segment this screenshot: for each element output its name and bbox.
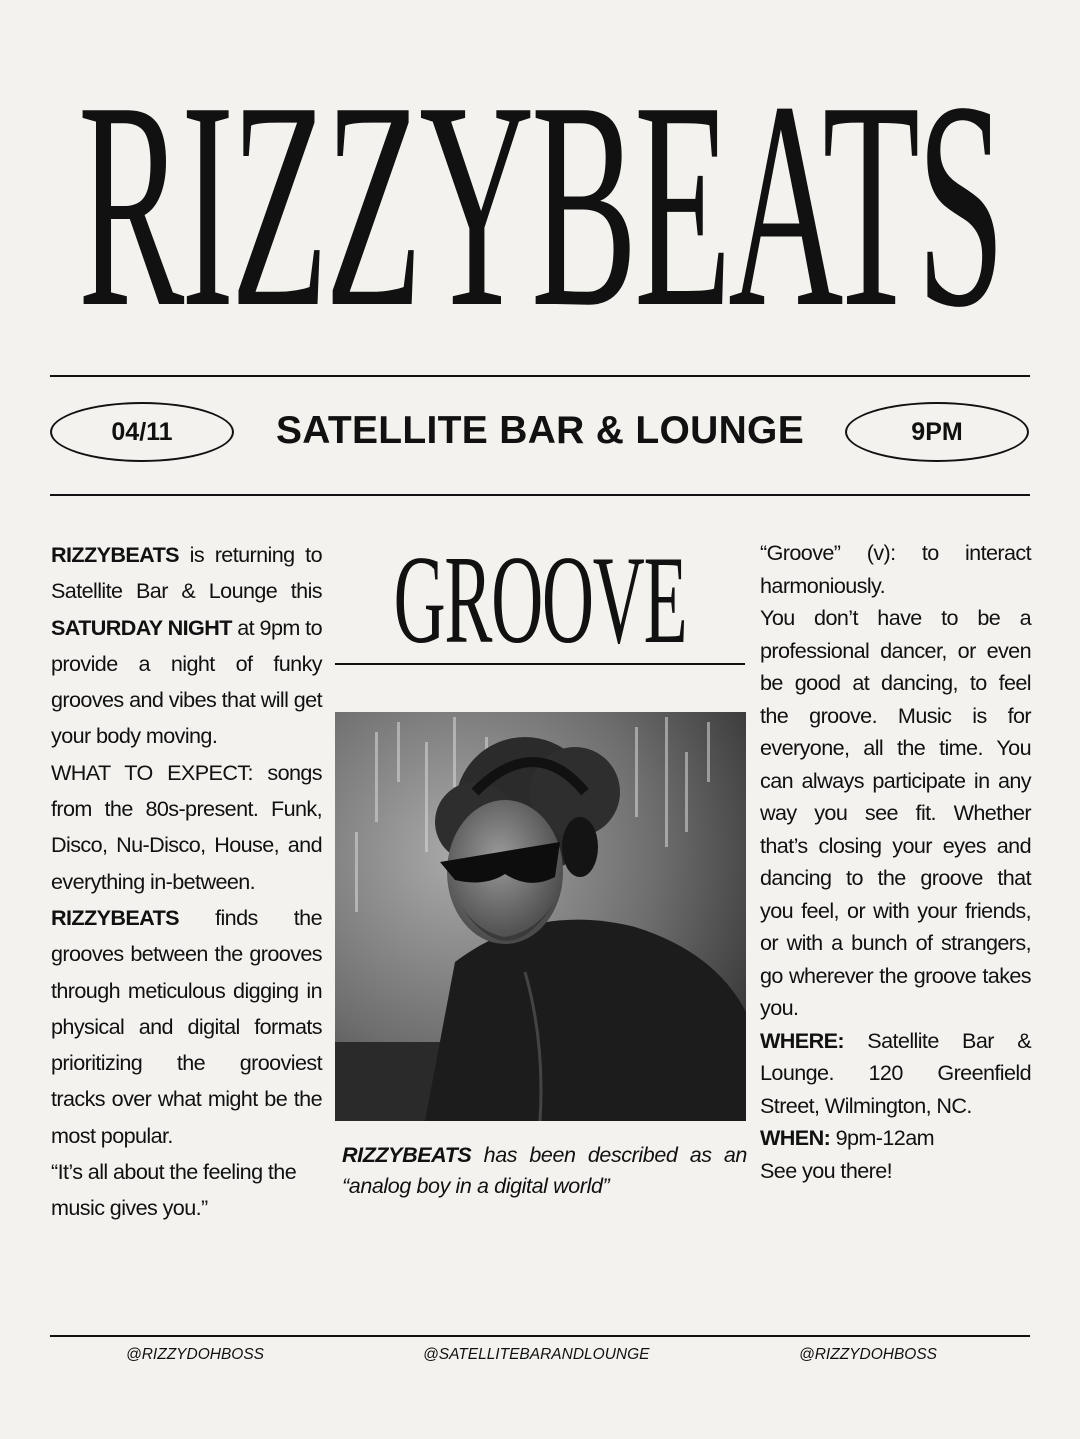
groove-heading <box>335 540 745 660</box>
digging-text: finds the grooves between the grooves through meticulous digging in physical and digital formats prioritizing the grooviest tracks over what might be the most popular. <box>51 904 322 1148</box>
artist-name-2: RIZZYBEATS <box>51 904 179 930</box>
dj-photo <box>335 712 746 1121</box>
right-column <box>760 537 1031 1187</box>
divider-middle <box>50 494 1030 496</box>
date-badge <box>50 402 234 462</box>
footer-handle-center[interactable]: @SATELLITEBARANDLOUNGE <box>423 1346 650 1363</box>
where-label: WHERE: <box>760 1027 844 1053</box>
closing-line: See you there! <box>760 1157 893 1183</box>
when-label: WHEN: <box>760 1125 831 1150</box>
quote-paragraph: “It’s all about the feeling the music gives you.” <box>51 1159 297 1221</box>
photo-caption <box>342 1140 747 1202</box>
intro-paragraph <box>51 537 322 755</box>
intro-text-b: at 9pm to provide a night of funky grooves and vibes that will get your body moving. <box>51 614 322 749</box>
groove-heading-text: GROOVE <box>393 540 687 660</box>
venue-title: SATELLITE BAR & LOUNGE <box>275 409 805 452</box>
masthead-title <box>50 70 1030 340</box>
caption-text: has been described as an “analog boy in a digital world” <box>342 1143 747 1198</box>
footer-handle-right[interactable]: @RIZZYDOHBOSS <box>799 1346 938 1363</box>
groove-paragraph: You don’t have to be a professional dancer, or even be good at dancing, to feel the groove. Music is for everyone, all the time. You can always participate in any way you see fit. Whether that’s closing your eyes and dancing to the groove that you feel, or with your friends, or with a bunch of strangers, go wherever the groove takes you. <box>760 605 1031 1020</box>
time-text: 9PM <box>911 417 963 446</box>
footer-handle-left[interactable]: @RIZZYDOHBOSS <box>126 1346 265 1363</box>
saturday-night: SATURDAY NIGHT <box>51 614 232 640</box>
left-column <box>51 537 322 1227</box>
caption-artist-name: RIZZYBEATS <box>342 1143 472 1167</box>
when-text: 9pm-12am <box>830 1125 934 1150</box>
where-text: Satellite Bar & Lounge. 120 Greenfield Street, Wilmington, NC. <box>760 1027 1031 1118</box>
divider-bottom <box>50 1335 1030 1337</box>
date-text: 04/11 <box>111 417 173 446</box>
digging-paragraph <box>51 900 322 1154</box>
when-paragraph <box>760 1122 1031 1155</box>
divider-top <box>50 375 1030 377</box>
time-badge <box>845 402 1029 462</box>
groove-underline <box>335 663 745 665</box>
definition-paragraph: “Groove” (v): to interact harmoniously. <box>760 540 1031 598</box>
intro-text-a: is returning to Satellite Bar & Lounge this <box>51 542 322 604</box>
expect-paragraph: WHAT TO EXPECT: songs from the 80s-present. Funk, Disco, Nu-Disco, House, and everything in-between. <box>51 759 322 894</box>
masthead-title-text: RIZZYBEATS <box>78 70 1002 340</box>
artist-name: RIZZYBEATS <box>51 542 179 567</box>
where-paragraph <box>760 1025 1031 1123</box>
